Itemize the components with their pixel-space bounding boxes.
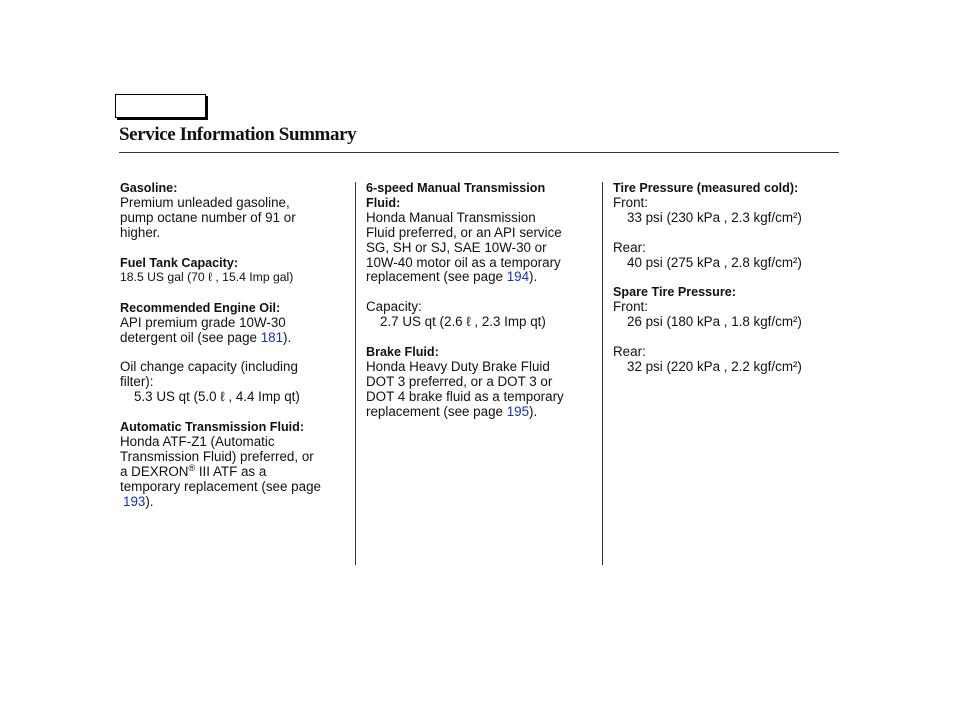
manual-transmission-text-line: SG, SH or SJ, SAE 10W-30 or xyxy=(366,239,547,255)
column-2 xyxy=(366,181,594,419)
spare-front-label: Front: xyxy=(613,299,648,315)
page-link-195[interactable]: 195 xyxy=(506,403,530,419)
manual-transmission-text-line: replacement (see page 194). xyxy=(366,269,538,285)
gasoline-heading: Gasoline: xyxy=(120,181,178,195)
tire-pressure-heading: Tire Pressure (measured cold): xyxy=(613,181,799,195)
front-pressure-value: 33 psi (230 kPa , 2.3 kgf/cm²) xyxy=(627,209,802,225)
front-label: Front: xyxy=(613,194,648,210)
engine-oil-text-line: API premium grade 10W-30 xyxy=(120,314,286,330)
rear-pressure-value: 40 psi (275 kPa , 2.8 kgf/cm²) xyxy=(627,254,802,270)
gasoline-text-line: Premium unleaded gasoline, xyxy=(120,194,290,210)
gasoline-text-line: higher. xyxy=(120,224,161,240)
brake-fluid-text-line: DOT 4 brake fluid as a temporary xyxy=(366,388,564,404)
page-link-194[interactable]: 194 xyxy=(506,269,530,285)
column-1 xyxy=(120,181,348,509)
brake-fluid-text-line: DOT 3 preferred, or a DOT 3 or xyxy=(366,373,553,389)
column-3 xyxy=(613,181,841,375)
oil-capacity-text-line: filter): xyxy=(120,374,154,390)
atf-text-line: 193). xyxy=(123,493,154,509)
oil-capacity-value: 5.3 US qt (5.0 ℓ , 4.4 Imp qt) xyxy=(134,389,300,405)
brake-fluid-heading: Brake Fluid: xyxy=(366,344,439,359)
registered-mark: ® xyxy=(188,462,196,473)
engine-oil-text-line: detergent oil (see page 181). xyxy=(120,329,292,345)
fuel-tank-heading: Fuel Tank Capacity: xyxy=(120,255,239,270)
brake-fluid-text-line: replacement (see page 195). xyxy=(366,403,538,419)
capacity-value: 2.7 US qt (2.6 ℓ , 2.3 Imp qt) xyxy=(380,314,546,330)
title-divider xyxy=(119,152,839,153)
atf-text-line: a DEXRON® III ATF as a xyxy=(120,462,267,479)
manual-transmission-text-line: Fluid preferred, or an API service xyxy=(366,224,562,240)
gasoline-text-line: pump octane number of 91 or xyxy=(120,209,296,225)
atf-text-line: temporary replacement (see page xyxy=(120,478,321,494)
capacity-label: Capacity: xyxy=(366,299,422,315)
spare-rear-label: Rear: xyxy=(613,343,646,359)
oil-capacity-text-line: Oil change capacity (including xyxy=(120,359,298,375)
manual-transmission-text-line: Honda Manual Transmission xyxy=(366,209,536,225)
manual-transmission-heading: 6-speed Manual Transmission xyxy=(366,181,546,195)
spare-tire-heading: Spare Tire Pressure: xyxy=(613,285,736,300)
spare-front-pressure-value: 26 psi (180 kPa , 1.8 kgf/cm²) xyxy=(627,314,802,330)
section-tab-box xyxy=(115,94,206,118)
fuel-tank-value: 18.5 US gal (70 ℓ , 15.4 Imp gal) xyxy=(120,270,294,285)
atf-heading: Automatic Transmission Fluid: xyxy=(120,420,305,435)
page-link-193[interactable]: 193 xyxy=(123,493,146,509)
page-link-181[interactable]: 181 xyxy=(260,329,284,345)
manual-transmission-text-line: 10W-40 motor oil as a temporary xyxy=(366,254,561,270)
engine-oil-heading: Recommended Engine Oil: xyxy=(120,300,281,315)
page-title: Service Information Summary xyxy=(119,124,357,145)
spare-rear-pressure-value: 32 psi (220 kPa , 2.2 kgf/cm²) xyxy=(627,358,802,374)
manual-transmission-heading: Fluid: xyxy=(366,195,401,210)
rear-label: Rear: xyxy=(613,239,646,255)
column-divider-1 xyxy=(355,182,356,565)
column-divider-2 xyxy=(602,182,603,565)
brake-fluid-text-line: Honda Heavy Duty Brake Fluid xyxy=(366,358,550,374)
atf-text-line: Honda ATF-Z1 (Automatic xyxy=(120,433,275,449)
atf-text-line: Transmission Fluid) preferred, or xyxy=(120,448,314,464)
